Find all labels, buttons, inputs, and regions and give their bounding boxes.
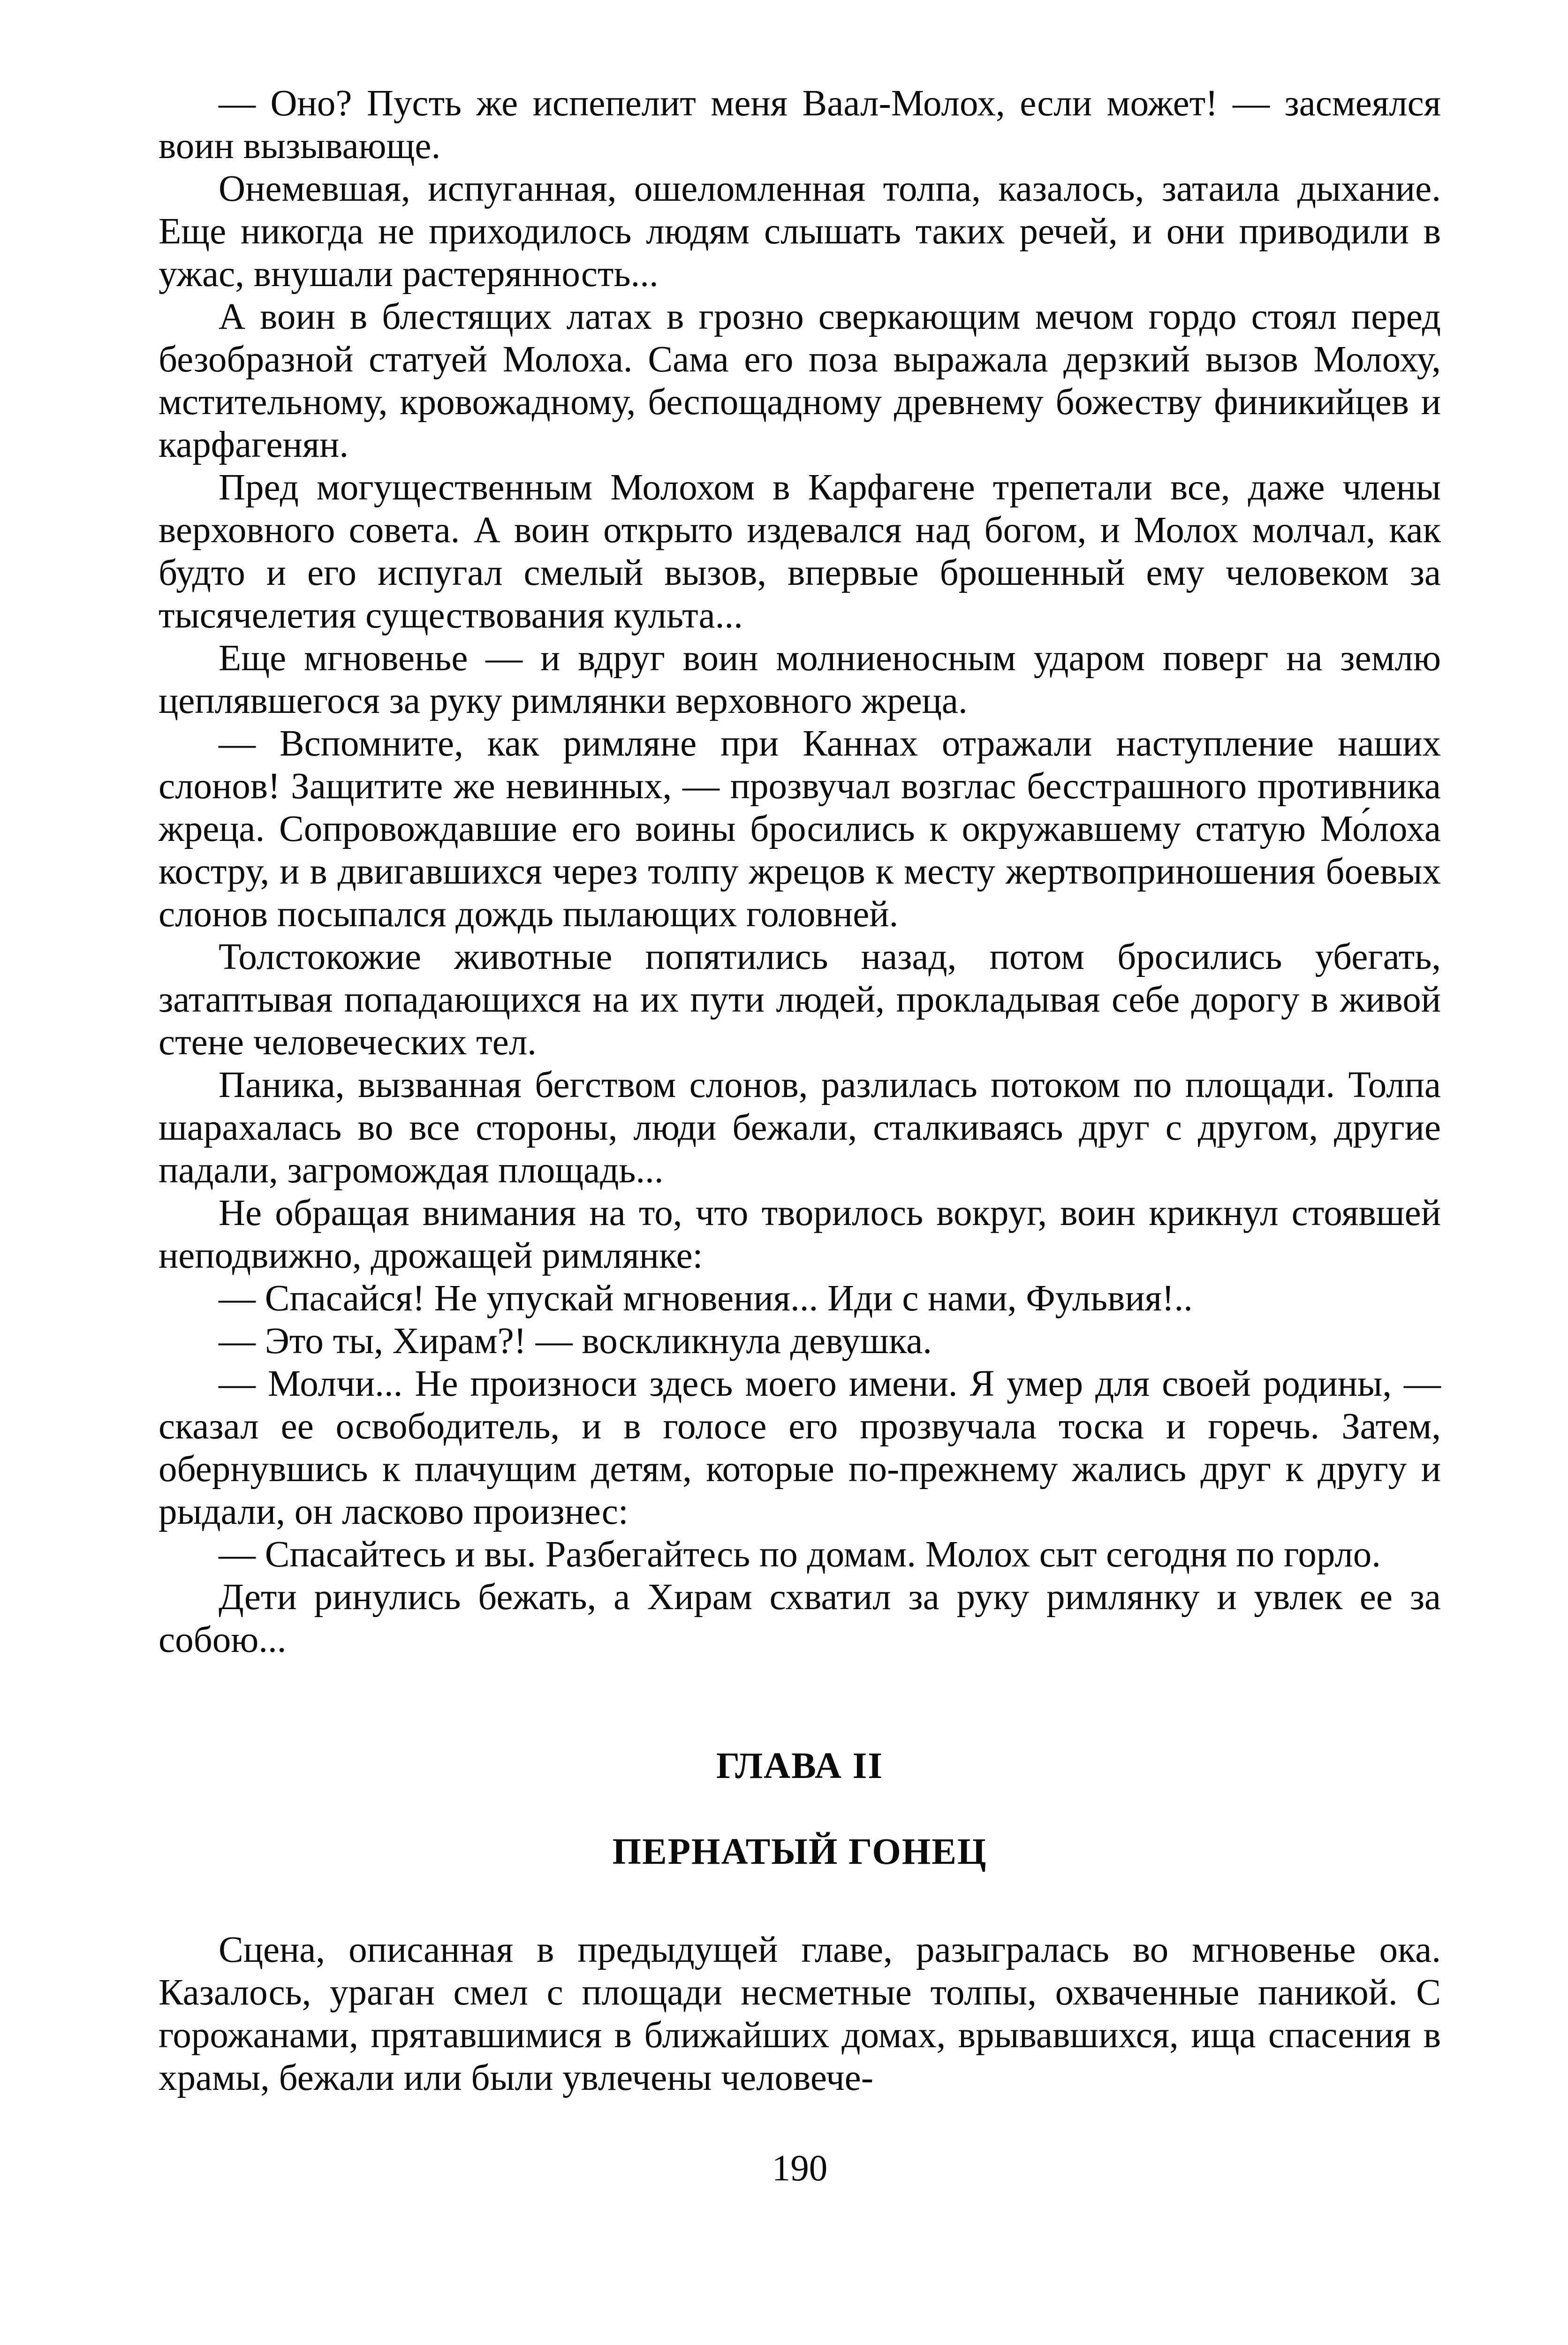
paragraph: Не обращая внимания на то, что творилось вокруг, воин крикнул стоявшей неподвижно, дрожащей римлянке: [159,1193,1441,1276]
chapter-number: ГЛАВА II [716,1746,884,1786]
paragraph: Толстокожие животные попятились назад, потом бросились убегать, затаптывая попадающихся на их пути людей, прокладывая себе дорогу в живой стене человеческих тел. [159,937,1441,1063]
paragraph: — Оно? Пусть же испепелит меня Ваал-Молох, если может! — засмеялся воин вызывающе. [159,83,1441,166]
page-number: 190 [772,2148,828,2189]
paragraph: — Спасайся! Не упускай мгновения... Иди с нами, Фульвия!.. [219,1278,1193,1319]
paragraph: Онемевшая, испуганная, ошеломленная толпа, казалось, затаила дыхание. Еще никогда не приходилось людям слышать таких речей, и они приводили в ужас, внушали растерянность... [159,168,1441,295]
paragraph: Сцена, описанная в предыдущей главе, разыгралась во мгновенье ока. Казалось, ураган смел с площади несметные толпы, охваченные паникой. С горожанами, прятавшимися в ближайших домах, врывавшихся, ища спасения в храмы, бежали или были увлечены человече- [159,1929,1441,2098]
chapter-title: ПЕРНАТЫЙ ГОНЕЦ [612,1831,987,1872]
paragraph: — Это ты, Хирам?! — воскликнула девушка. [219,1321,932,1362]
body-text [159,82,1441,1661]
paragraph: Еще мгновенье — и вдруг воин молниеносным ударом поверг на землю цеплявшегося за руку римлянки верховного жреца. [159,638,1441,721]
paragraph: — Спасайтесь и вы. Разбегайтесь по домам. Молох сыт сегодня по горло. [219,1534,1381,1575]
paragraph: Дети ринулись бежать, а Хирам схватил за руку римлянку и увлек ее за собою... [159,1577,1441,1660]
paragraph: Пред могущественным Молохом в Карфагене трепетали все, даже члены верховного совета. А воин открыто издевался над богом, и Молох молчал, как будто и его испугал смелый вызов, впервые брошенный ему человеком за тысячелетия существования культа... [159,467,1441,636]
paragraph: — Молчи... Не произноси здесь моего имени. Я умер для своей родины, — сказал ее освободитель, и в голосе его прозвучала тоска и горечь. Затем, обернувшись к плачущим детям, которые по-прежнему жались друг к другу и рыдали, он ласково произнес: [159,1363,1441,1532]
chapter-opening-text [159,1929,1441,2099]
paragraph: Паника, вызванная бегством слонов, разлилась потоком по площади. Толпа шарахалась во все стороны, люди бежали, сталкиваясь друг с другом, другие падали, загромождая площадь... [159,1065,1441,1191]
paragraph: — Вспомните, как римляне при Каннах отражали наступление наших слонов! Защитите же невинных, — прозвучал возглас бесстрашного противника жреца. Сопровождавшие его воины бросились к окружавшему статую Мо́лоха костру, и в двигавшихся через толпу жрецов к месту жертвоприношения боевых слонов посыпался дождь пылающих головней. [159,723,1441,935]
paragraph: А воин в блестящих латах в грозно сверкающим мечом гордо стоял перед безобразной статуей Молоха. Сама его поза выражала дерзкий вызов Молоху, мстительному, кровожадному, беспощадному древнему божеству финикийцев и карфагенян. [159,296,1441,465]
